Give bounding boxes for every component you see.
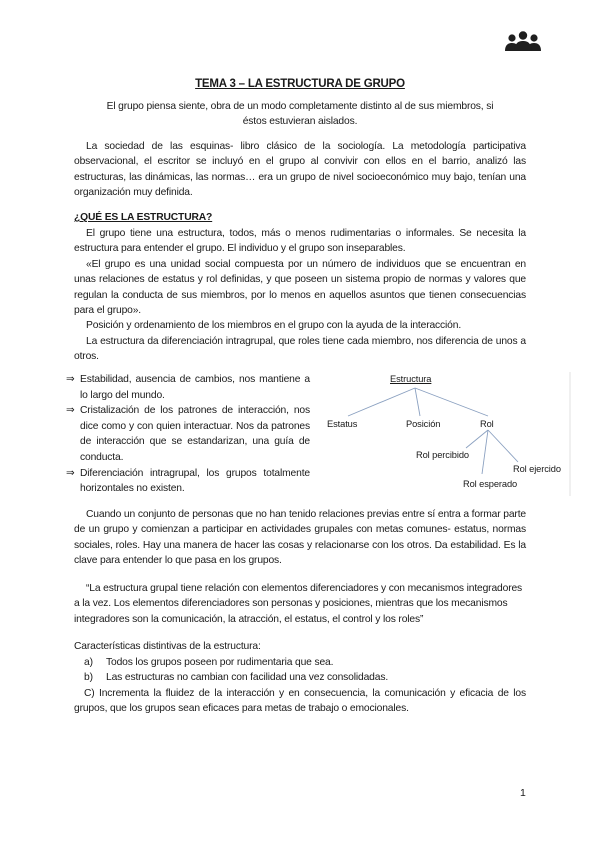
list-item-label: b) (84, 672, 93, 684)
arrow-list (66, 372, 310, 497)
list-item-c: C) Incrementa la fluidez de la interacción y en consecuencia, la comunicación y eficacia de los grupos, que los grupos sean eficaces para metas de trabajo o emocionales. (74, 687, 526, 715)
list-item-text: Todos los grupos poseen por rudimentaria que sea. (106, 656, 334, 668)
paragraph-structure: El grupo tiene una estructura, todos, más o menos rudimentarias o informales. Se necesita la estructura para entender el grupo. El individuo y el grupo son inseparables. (74, 228, 526, 255)
list-item (74, 670, 526, 686)
diagram-node-rol-esperado: Rol esperado (463, 479, 518, 489)
diagram-connectors (320, 368, 574, 498)
intro-paragraph: La sociedad de las esquinas- libro clásico de la sociología. La metodología participativa observacional, el escritor se incluyó en el grupo al convivir con ellos en el barrio, analizó las estructuras, las dinámicas, las normas… era un grupo de nivel socioeconómico muy bajo, tenían una organización muy definida. (74, 141, 526, 199)
diagram-node-rol-percibido: Rol percibido (416, 450, 469, 460)
list-item (66, 403, 310, 465)
quote-structure: “La estructura grupal tiene relación con elementos diferenciadores y con mecanismos integradores a la vez. Los elementos diferenciadores son personas y posiciones, mientras que los mecanismos integradores son la comunicación, la atracción, el estatus, el control y los roles” (74, 583, 523, 625)
right-arrow-icon: ⇒ (66, 374, 75, 385)
page-title: TEMA 3 – LA ESTRUCTURA DE GRUPO (195, 78, 405, 90)
characteristics-section (74, 639, 526, 717)
quote-definition: «El grupo es una unidad social compuesta por un número de individuos que se encuentran en unas relaciones de estatus y rol definidas, y que poseen un sistema propio de normas y valores que regulan la conducta de sus miembros, por lo menos en aquellos asuntos que tienen consecuencias para el grupo». (74, 258, 526, 317)
page-number: 1 (520, 787, 526, 799)
diagram-node-rol: Rol (480, 419, 494, 429)
diagram-node-estatus: Estatus (327, 419, 358, 429)
group-people-icon (503, 30, 543, 54)
paragraph-group-formation: Cuando un conjunto de personas que no han tenido relaciones previas entre sí entra a formar parte de un grupo y comienzan a participar en actividades grupales con metas comunes- estatus, normas sociales, roles. Hay una manera de hacer las cosas y relacionarse con los otros. Da estabilidad. Es la clave para entender lo que pasa en los grupos. (74, 509, 526, 567)
section-heading: ¿QUÉ ES LA ESTRUCTURA? (74, 212, 213, 223)
epigraph-line-1: El grupo piensa siente, obra de un modo completamente distinto al de sus miembros, si (106, 101, 494, 112)
list-item (66, 466, 310, 497)
paragraph-position: Posición y ordenamiento de los miembros en el grupo con la ayuda de la interacción. (86, 320, 462, 332)
list-item-text: Estabilidad, ausencia de cambios, nos mantiene a lo largo del mundo. (80, 374, 310, 401)
right-arrow-icon: ⇒ (66, 467, 75, 479)
list-item-text: Diferenciación intragrupal, los grupos totalmente horizontales no existen. (80, 467, 310, 495)
list-item-text: Cristalización de los patrones de interacción, nos dice como y con quien interactuar. Nos da patrones de interacción que se estandarizan, una guía de conducta. (80, 405, 310, 463)
list-item (66, 372, 310, 403)
diagram-node-posicion: Posición (406, 419, 441, 429)
paragraph-differentiation: La estructura da diferenciación intragrupal, que roles tiene cada miembro, nos diferencia de unos a otros. (74, 335, 526, 363)
diagram-node-estructura: Estructura (390, 374, 432, 384)
epigraph-line-2: éstos estuvieran aislados. (242, 116, 358, 128)
list-item (74, 655, 526, 671)
right-arrow-icon: ⇒ (66, 405, 75, 417)
characteristics-heading: Características distintivas de la estructura: (74, 641, 261, 652)
list-item-text: Las estructuras no cambian con facilidad una vez consolidadas. (106, 672, 389, 684)
epigraph (74, 99, 526, 130)
list-item-label: a) (84, 656, 93, 668)
diagram-node-rol-ejercido: Rol ejercido (513, 464, 561, 474)
structure-diagram (320, 368, 574, 498)
structure-body (74, 226, 526, 365)
